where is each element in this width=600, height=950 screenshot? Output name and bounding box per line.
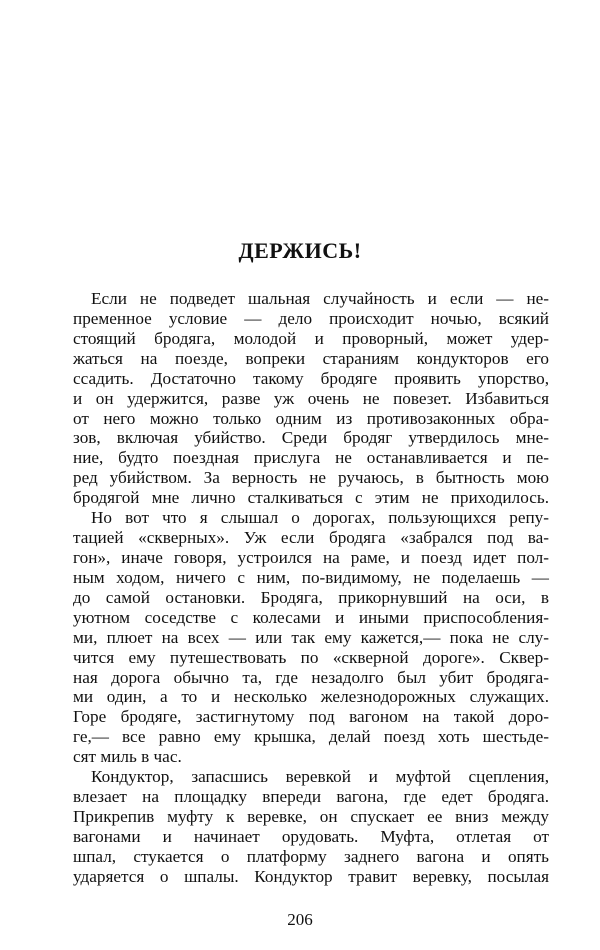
page-number: 206 — [287, 910, 313, 929]
text-line: чится ему путешествовать по «скверной дороге». Сквер- — [73, 647, 549, 667]
text-line: сят миль в час. — [73, 747, 182, 767]
text-line: жаться на поезде, вопреки стараниям кондукторов его — [73, 348, 549, 368]
text-line: Кондуктор, запасшись веревкой и муфтой сцепления, — [91, 767, 549, 787]
text-line: влезает на площадку впереди вагона, где едет бродяга. — [73, 787, 549, 807]
text-line: пременное условие — дело происходит ночью, всякий — [73, 308, 549, 328]
text-line: ми, плюет на всех — или так ему кажется,— пока не слу- — [73, 627, 549, 647]
text-line: тацией «скверных». Уж если бродяга «забрался под ва- — [73, 528, 549, 548]
text-line: ние, будто поездная прислуга не останавливается и пе- — [73, 448, 549, 468]
chapter-title: ДЕРЖИСЬ! — [238, 238, 362, 263]
text-line: ге,— все равно ему крышка, делай поезд хоть шестьде- — [73, 727, 549, 747]
body-text — [73, 289, 549, 887]
text-line: Горе бродяге, застигнутому под вагоном на такой доро- — [73, 707, 549, 727]
text-line: от него можно только одним из противозаконных обра- — [73, 408, 549, 428]
paragraph-2 — [73, 508, 549, 767]
text-line: стоящий бродяга, молодой и проворный, может удер- — [73, 328, 549, 348]
text-line: ударяется о шпалы. Кондуктор травит веревку, посылая — [73, 866, 549, 886]
text-line: и он удержится, разве уж очень не повезет. Избавиться — [73, 388, 549, 408]
text-line: зов, включая убийство. Среди бродяг утвердилось мне- — [73, 428, 549, 448]
text-line: гон», иначе говоря, устроился на раме, и поезд идет пол- — [73, 547, 549, 567]
text-line: ным ходом, ничего с ним, по-видимому, не поделаешь — — [73, 567, 549, 587]
paragraph-1 — [73, 289, 549, 508]
text-line: Если не подведет шальная случайность и если — не- — [91, 289, 549, 308]
text-line: ная дорога обычно та, где незадолго был убит бродяга- — [73, 667, 549, 687]
text-line: ред убийством. За верность не ручаюсь, в бытность мою — [73, 468, 549, 488]
text-line: ми один, а то и несколько железнодорожных служащих. — [73, 687, 549, 707]
paragraph-3 — [73, 767, 549, 887]
text-line: шпал, стукается о платформу заднего вагона и опять — [73, 846, 549, 866]
text-line: Прикрепив муфту к веревке, он спускает ее вниз между — [73, 806, 549, 826]
text-line: до самой остановки. Бродяга, прикорнувший на оси, в — [73, 587, 549, 607]
text-line: уютном соседстве с колесами и иными приспособления- — [73, 607, 549, 627]
text-line: бродягой мне лично сталкиваться с этим не приходилось. — [73, 488, 549, 508]
text-line: ссадить. Достаточно такому бродяге проявить упорство, — [73, 368, 549, 388]
text-line: Но вот что я слышал о дорогах, пользующихся репу- — [91, 508, 549, 528]
text-line: вагонами и начинает орудовать. Муфта, отлетая от — [73, 826, 549, 846]
